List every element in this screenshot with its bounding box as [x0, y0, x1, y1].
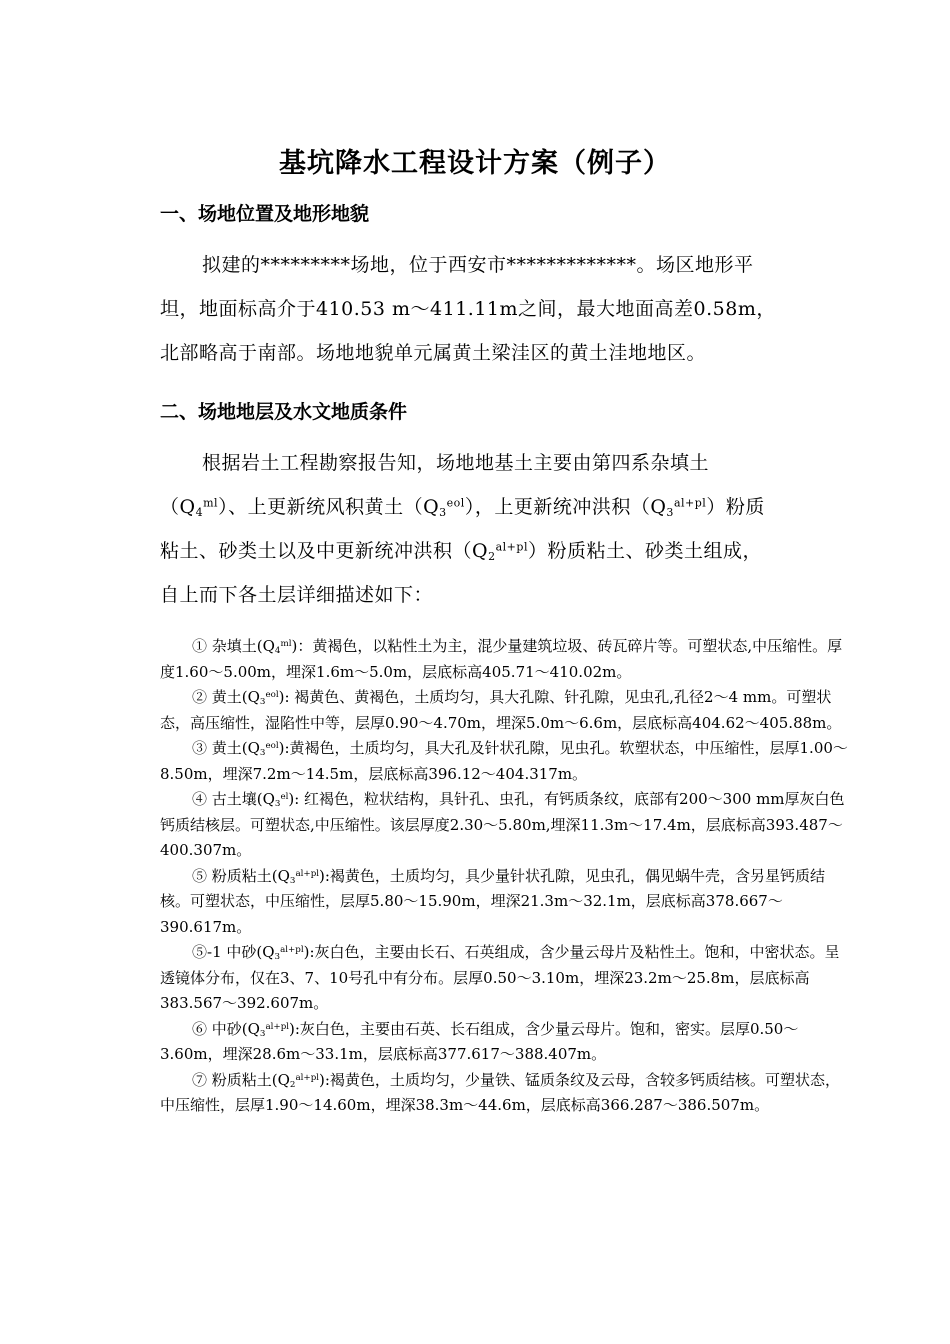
section-1-heading: 一、场地位置及地形地貌	[160, 203, 370, 225]
soil-layer-2: ② 黄土$(Q_3^{eol})$: 褐黄色、黄褐色，土质均匀，具大孔隙、针孔隙，见虫孔,孔径2～4 mm。可塑状态，高压缩性，湿陷性中等，层厚0.90～4.70m，埋深5.0m～6.6m，层底标高404.62～405.88m。	[160, 688, 842, 732]
intro-line-1: 根据岩土工程勘察报告知，场地地基土主要由第四系杂填土	[202, 452, 710, 474]
soil-layer-1: ① 杂填土$(Q_4^{ml})$：黄褐色，以粘性土为主，混少量建筑垃圾、砖瓦碎片等。可塑状态,中压缩性。厚度1.60～5.00m，埋深1.6m～5.0m，层底标高405.71～410.02m。	[160, 637, 843, 681]
section-2-heading: 二、场地地层及水文地质条件	[160, 401, 408, 423]
soil-layer-5-1: ⑤-1 中砂$(Q_3^{al+pl})$:灰白色，主要由长石、石英组成，含少量云母片及粘性土。饱和，中密状态。呈透镜体分布，仅在3、7、10号孔中有分布。层厚0.50～3.10m，埋深23.2m～25.8m，层底标高383.567～392.607m。	[160, 943, 840, 1012]
intro-line-3: 粘土、砂类土以及中更新统冲洪积$(Q_2^{al+pl})$粉质粘土、砂类土组成，	[160, 540, 763, 563]
intro-line-4: 自上而下各土层详细描述如下：	[160, 584, 434, 606]
soil-layer-3: ③ 黄土$(Q_3^{eol})$:黄褐色，土质均匀，具大孔及针状孔隙，见虫孔。软塑状态，中压缩性，层厚1.00～8.50m，埋深7.2m～14.5m，层底标高396.12～404.317m。	[160, 739, 848, 783]
section-1-line-2: 坦，地面标高介于410.53 m～411.11m之间，最大地面高差0.58m，	[160, 298, 776, 320]
section-2-intro	[160, 441, 835, 617]
soil-layer-6: ⑥ 中砂$(Q_3^{al+pl})$:灰白色，主要由石英、长石组成，含少量云母片。饱和，密实。层厚0.50～3.60m，埋深28.6m～33.1m，层底标高377.617～388.407m。	[160, 1019, 799, 1063]
document-title: 基坑降水工程设计方案（例子）	[279, 148, 671, 179]
soil-layer-list	[160, 634, 850, 1119]
soil-layer-7: ⑦ 粉质粘土$(Q_2^{al+pl})$:褐黄色，土质均匀，少量铁、锰质条纹及云母，含较多钙质结核。可塑状态，中压缩性，层厚1.90～14.60m，埋深38.3m～44.6m，层底标高366.287～386.507m。	[160, 1070, 840, 1114]
section-1-line-3: 北部略高于南部。场地地貌单元属黄土梁洼区的黄土洼地地区。	[160, 342, 707, 364]
soil-layer-5: ⑤ 粉质粘土$(Q_3^{al+pl})$:褐黄色，土质均匀，具少量针状孔隙，见虫孔，偶见蜗牛壳，含另星钙质结核。可塑状态，中压缩性，层厚5.80～15.90m，埋深21.3m～32.1m，层底标高378.667～390.617m。	[160, 866, 825, 936]
intro-line-2: $(Q_4^{ml})$、上更新统风积黄土$(Q_3^{eol})$，上更新统冲洪积$(Q_3^{al+pl})$粉质	[160, 496, 765, 519]
section-1-body	[160, 243, 835, 375]
section-1-line-1: 拟建的*********场地，位于西安市*************。场区地形平	[202, 254, 754, 276]
soil-layer-4: ④ 古土壤$(Q_3^{el})$: 红褐色，粒状结构，具针孔、虫孔，有钙质条纹，底部有200～300 mm厚灰白色钙质结核层。可塑状态,中压缩性。该层厚度2.30～5.80m,埋深11.3m～17.4m，层底标高393.487～400.307m。	[160, 790, 845, 859]
